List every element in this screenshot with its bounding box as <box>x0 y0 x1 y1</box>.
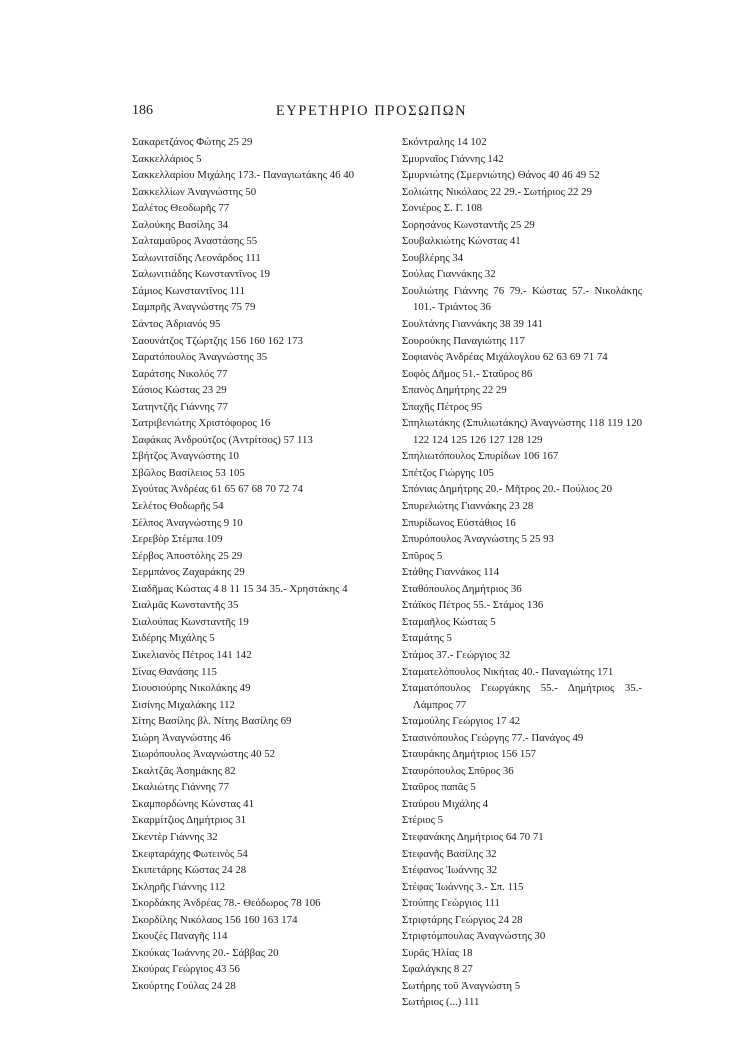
index-entry: Σάμιος Κωνσταντῖνος 111 <box>132 284 245 297</box>
index-entry: Σαφάκας Ἀνδρούτζος (Ἀντρίτσος) 57 113 <box>132 433 313 446</box>
index-entry: Σκαμπορδώνης Κώνστας 41 <box>132 797 254 810</box>
index-entry: Σαμπρῆς Ἀναγνώστης 75 79 <box>132 301 256 314</box>
index-entry: Σαλούκης Βασίλης 34 <box>132 218 229 231</box>
index-entry: Σπῦρος 5 <box>402 549 443 562</box>
index-entry: Σιώρη Ἀναγνώστης 46 <box>132 731 231 744</box>
index-entry: Σταῦρος παπᾶς 5 <box>402 781 476 794</box>
index-entry: Στούπης Γεώργιος 111 <box>402 897 500 910</box>
index-entry: Σπηλιωτόπουλος Σπυρίδων 106 167 <box>402 450 559 463</box>
index-entry: Σκαλτζᾶς Ἀσημάκης 82 <box>132 764 236 777</box>
index-entry: Σκιπετάρης Κώστας 24 28 <box>132 864 247 877</box>
index-entry: Σαλέτος Θεοδωρῆς 77 <box>132 202 230 215</box>
index-entry: Σακαρετζάνος Φώτης 25 29 <box>132 136 253 148</box>
index-entry: Σπανὸς Δημήτρης 22 29 <box>402 384 507 397</box>
index-entry: Σβήτζος Ἀναγνώστης 10 <box>132 450 239 463</box>
index-entry: Σονιέρος Σ. Γ. 108 <box>402 202 482 215</box>
index-entry: Σερμπάνος Ζαχαράκης 29 <box>132 566 245 579</box>
index-entry: Στέφας Ἰωάννης 3.- Σπ. 115 <box>402 880 524 893</box>
index-entry: Σαλωνιτσίδης Λεονάρδος 111 <box>132 251 261 264</box>
index-entry: Σουβαλκιώτης Κώνστας 41 <box>402 235 521 248</box>
page-title: ΕΥΡΕΤΗΡΙΟ ΠΡΟΣΩΠΩΝ <box>275 103 468 119</box>
index-entry: Σκουζὲς Παναγῆς 114 <box>132 930 228 943</box>
index-entry: Σωτήρης τοῦ Ἀναγνώστη 5 <box>402 979 521 992</box>
index-entry: Σιουσιούρης Νικολάκης 49 <box>132 682 251 695</box>
index-entry: Σατηντζῆς Γιάννης 77 <box>132 400 228 413</box>
index-entry: Σιαλμᾶς Κωνσταντῆς 35 <box>132 599 239 612</box>
index-entry: Σταυράκης Δημήτριος 156 157 <box>402 748 537 761</box>
index-entry: Σκούρας Γεώργιος 43 56 <box>132 963 240 976</box>
index-entry: Σουβλέρης 34 <box>402 251 464 264</box>
index-entry: Στριφτόμπουλας Ἀναγνώστης 30 <box>402 930 546 943</box>
index-entry: Σκεφταράχης Φωτεινὸς 54 <box>132 847 248 860</box>
index-entry: Σταμούλης Γεώργιος 17 42 <box>402 715 520 728</box>
index-entry: Σέρβος Ἀποστόλης 25 29 <box>132 549 243 562</box>
index-entry: Σιαδῆμας Κώστας 4 8 11 15 34 35.- Χρηστάκης 4 <box>132 582 348 595</box>
index-entry: Σκόντραλης 14 102 <box>402 136 487 148</box>
index-entry: Στριφτάρης Γεώργιος 24 28 <box>402 913 523 926</box>
index-entry: Σέλπος Ἀναγνώστης 9 10 <box>132 516 243 529</box>
index-entry: Σερεβὸρ Στέμπα 109 <box>132 533 223 546</box>
index-entry: Σγούτας Ἀνδρέας 61 65 67 68 70 72 74 <box>132 483 303 496</box>
index-entry: Σταματελόπουλος Νικήτας 40.- Παναγιώτης 171 <box>402 665 614 678</box>
index-entry: Σακκελλίων Ἀναγνώστης 50 <box>132 185 257 198</box>
index-entry: Σπυρίδωνος Εὐστάθιος 16 <box>402 516 516 529</box>
index-entry: Στάθης Γιαννάκος 114 <box>402 566 500 579</box>
index-column-right <box>402 134 642 1011</box>
index-entry: Στέριος 5 <box>402 814 444 827</box>
index-entry: Σίτης Βασίλης βλ. Νίτης Βασίλης 69 <box>132 715 292 728</box>
index-entry: Σπέτζος Γιώργης 105 <box>402 466 494 479</box>
index-entry: Σπυρόπουλος Ἀναγνώστης 5 25 93 <box>402 533 554 546</box>
index-entry: Σπηλιωτάκης (Σπυλιωτάκης) Ἀναγνώστης 118 119 120 122 124 125 126 127 128 129 <box>402 417 642 446</box>
index-entry: Σίνας Θανάσης 115 <box>132 665 217 678</box>
index-column-left <box>132 134 377 994</box>
index-entry: Σκορδίλης Νικόλαος 156 160 163 174 <box>132 913 298 926</box>
index-entry: Σιαλούπας Κωνσταντῆς 19 <box>132 615 249 628</box>
index-entry: Σκαρμίτζιος Δημήτριος 31 <box>132 814 247 827</box>
index-entry: Σατριβενιώτης Χριστόφορος 16 <box>132 417 271 430</box>
index-entry: Σωτήριος (...) 111 <box>402 996 480 1009</box>
index-entry: Σοφιανὸς Ἀνδρέας Μιχάλογλου 62 63 69 71 74 <box>402 351 608 364</box>
index-entry: Σολιώτης Νικόλαος 22 29.- Σωτήριος 22 29 <box>402 185 592 198</box>
index-entry: Στεφανῆς Βασίλης 32 <box>402 847 497 860</box>
index-entry: Σμυρνιώτης (Σμερνιώτης) Θάνος 40 46 49 52 <box>402 169 600 182</box>
index-entry: Σελέτος Θοδωρῆς 54 <box>132 500 224 513</box>
index-entry: Σακκελλαρίου Μιχάλης 173.- Παναγιωτάκης 46 40 <box>132 169 355 182</box>
index-entry: Σφαλάγκης 8 27 <box>402 963 473 976</box>
index-entry: Σκορδάκης Ἀνδρέας 78.- Θεόδωρος 78 106 <box>132 897 321 910</box>
index-entry: Σακκελλάριος 5 <box>132 152 202 165</box>
index-entry: Στεφανάκης Δημήτριος 64 70 71 <box>402 830 544 843</box>
index-entry: Σταθόπουλος Δημήτριος 36 <box>402 582 522 595</box>
index-entry: Σκούρτης Γούλας 24 28 <box>132 979 236 992</box>
index-entry: Σταύρου Μιχάλης 4 <box>402 797 489 810</box>
index-entry: Στάϊκος Πέτρος 55.- Στάμος 136 <box>402 599 544 612</box>
index-entry: Σοφὸς Δῆμος 51.- Σταῦρος 86 <box>402 367 533 380</box>
index-entry: Σορησάνος Κωνσταντῆς 25 29 <box>402 218 535 231</box>
index-entry: Σαρατόπουλος Ἀναγνώστης 35 <box>132 351 268 364</box>
index-entry: Στέφανος Ἰωάννης 32 <box>402 864 498 877</box>
index-entry: Σάντος Ἀδριανός 95 <box>132 318 221 331</box>
index-entry: Σικελιανὸς Πέτρος 141 142 <box>132 648 252 661</box>
index-entry: Σιωρόπουλος Ἀναγνώστης 40 52 <box>132 748 276 761</box>
index-entry: Σουλτάνης Γιαννάκης 38 39 141 <box>402 318 543 331</box>
index-entry: Σισίνης Μιχαλάκης 112 <box>132 698 235 711</box>
index-entry: Σταμαῆλος Κώστας 5 <box>402 615 496 628</box>
index-entry: Σταματόπουλος Γεωργάκης 55.- Δημήτριος 35.- Λάμπρος 77 <box>402 682 642 711</box>
index-entry: Σκληρῆς Γιάννης 112 <box>132 880 226 893</box>
index-entry: Σούλας Γιαννάκης 32 <box>402 268 496 281</box>
index-entry: Σουλιώτης Γιάννης 76 79.- Κώστας 57.- Νικολάκης 101.- Τριάντος 36 <box>402 284 642 314</box>
index-entry: Σμυρναῖος Γιάννης 142 <box>402 152 504 165</box>
index-entry: Σαράτσης Νικολός 77 <box>132 367 228 380</box>
index-entry: Σβῶλος Βασίλειος 53 105 <box>132 466 245 479</box>
index-entry: Σπόνιας Δημήτρης 20.- Μῆτρος 20.- Πούλιος 20 <box>402 483 612 496</box>
page-number: 186 <box>132 103 153 118</box>
index-entry: Σκεντὲρ Γιάννης 32 <box>132 830 218 843</box>
index-entry: Σκαλιώτης Γιάννης 77 <box>132 781 229 794</box>
index-entry: Στάμος 37.- Γεώργιος 32 <box>402 648 511 661</box>
index-entry: Σάσιος Κώστας 23 29 <box>132 384 227 397</box>
index-entry: Συρᾶς Ἠλίας 18 <box>402 946 473 959</box>
index-entry: Σκούκας Ἰωάννης 20.- Σάββας 20 <box>132 946 279 959</box>
index-entry: Σαλταμαῦρος Ἀναστάσης 55 <box>132 235 258 248</box>
index-entry: Σταμάτης 5 <box>402 632 452 645</box>
index-entry: Σταυρόπουλος Σπῦρος 36 <box>402 764 514 777</box>
index-entry: Σουρούκης Παναγιώτης 117 <box>402 334 525 347</box>
index-entry: Σαουνάτζος Τζώρτζης 156 160 162 173 <box>132 334 303 347</box>
index-entry: Σιδέρης Μιχάλης 5 <box>132 632 215 645</box>
index-entry: Σαλωνιτιάδης Κωνσταντῖνος 19 <box>132 268 271 281</box>
index-entry: Σπαχῆς Πέτρος 95 <box>402 400 483 413</box>
index-entry: Σπυρελιώτης Γιαννάκης 23 28 <box>402 500 534 513</box>
index-entry: Στασινόπουλος Γεώργης 77.- Πανάγος 49 <box>402 731 584 744</box>
